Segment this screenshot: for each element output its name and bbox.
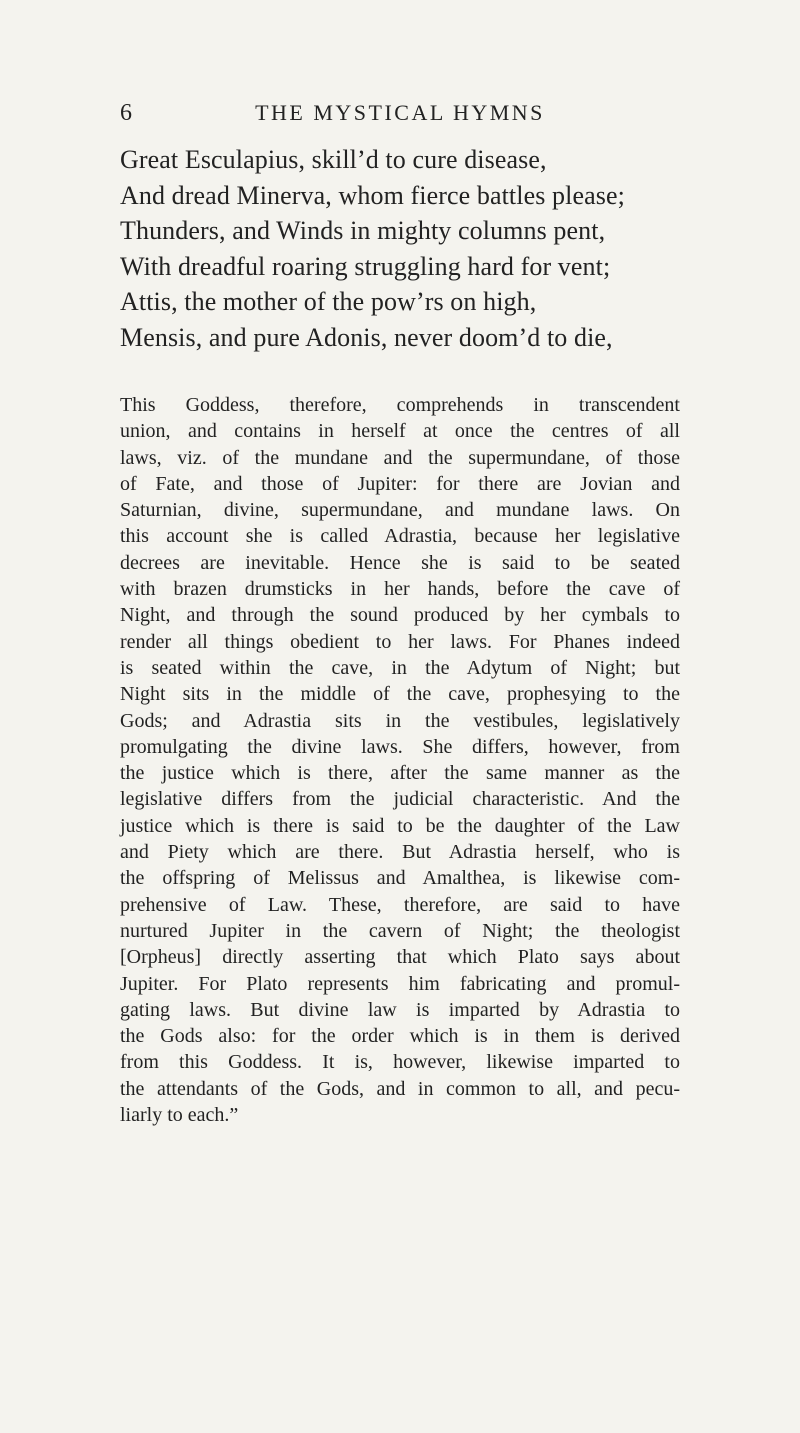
prose-line: Night sits in the middle of the cave, prophesying to the (120, 683, 680, 706)
prose-line: prehensive of Law. These, therefore, are said to have (120, 893, 680, 916)
verse-line: And dread Minerva, whom fierce battles please; (120, 180, 625, 210)
prose-line: laws, viz. of the mundane and the supermundane, of those (120, 446, 680, 469)
running-head (120, 100, 680, 140)
prose-line: decrees are inevitable. Hence she is said to be seated (120, 551, 680, 574)
prose-line: and Piety which are there. But Adrastia herself, who is (120, 841, 680, 864)
prose-line: This Goddess, therefore, comprehends in transcendent (120, 394, 680, 416)
verse-block (120, 142, 700, 355)
prose-line: Jupiter. For Plato represents him fabricating and promul- (120, 972, 680, 995)
prose-line: union, and contains in herself at once the centres of all (120, 420, 680, 443)
prose-line: legislative differs from the judicial characteristic. And the (120, 788, 680, 811)
prose-line: of Fate, and those of Jupiter: for there are Jovian and (120, 472, 680, 495)
prose-line: justice which is there is said to be the daughter of the Law (120, 814, 680, 837)
prose-line: from this Goddess. It is, however, likewise imparted to (120, 1051, 680, 1074)
prose-line: with brazen drumsticks in her hands, before the cave of (120, 578, 680, 601)
prose-line: Gods; and Adrastia sits in the vestibules, legislatively (120, 709, 680, 732)
prose-line: nurtured Jupiter in the cavern of Night; the theologist (120, 919, 680, 942)
running-title: THE MYSTICAL HYMNS (255, 100, 545, 125)
prose-line: Saturnian, divine, supermundane, and mundane laws. On (120, 499, 680, 522)
prose-line: gating laws. But divine law is imparted by Adrastia to (120, 998, 680, 1021)
prose-line: liarly to each.” (120, 1104, 239, 1127)
page-number: 6 (120, 100, 133, 126)
prose-line: the offspring of Melissus and Amalthea, is likewise com- (120, 867, 680, 890)
prose-line: promulgating the divine laws. She differs, however, from (120, 735, 680, 758)
prose-line: the Gods also: for the order which is in them is derived (120, 1025, 680, 1048)
prose-line: render all things obedient to her laws. For Phanes indeed (120, 630, 680, 653)
prose-line: Night, and through the sound produced by her cymbals to (120, 604, 680, 627)
verse-line: Attis, the mother of the pow’rs on high, (120, 287, 537, 316)
prose-line: is seated within the cave, in the Adytum of Night; but (120, 656, 680, 679)
verse-line: Great Esculapius, skill’d to cure disease, (120, 145, 547, 174)
verse-line: Mensis, and pure Adonis, never doom’d to die, (120, 322, 613, 352)
verse-line: Thunders, and Winds in mighty columns pent, (120, 216, 606, 245)
prose-line: the justice which is there, after the same manner as the (120, 762, 680, 785)
prose-line: the attendants of the Gods, and in common to all, and pecu- (120, 1077, 680, 1100)
prose-line: this account she is called Adrastia, because her legislative (120, 525, 680, 548)
prose-line: [Orpheus] directly asserting that which Plato says about (120, 946, 680, 969)
verse-line: With dreadful roaring struggling hard for vent; (120, 251, 611, 281)
prose-paragraph (120, 392, 680, 1128)
